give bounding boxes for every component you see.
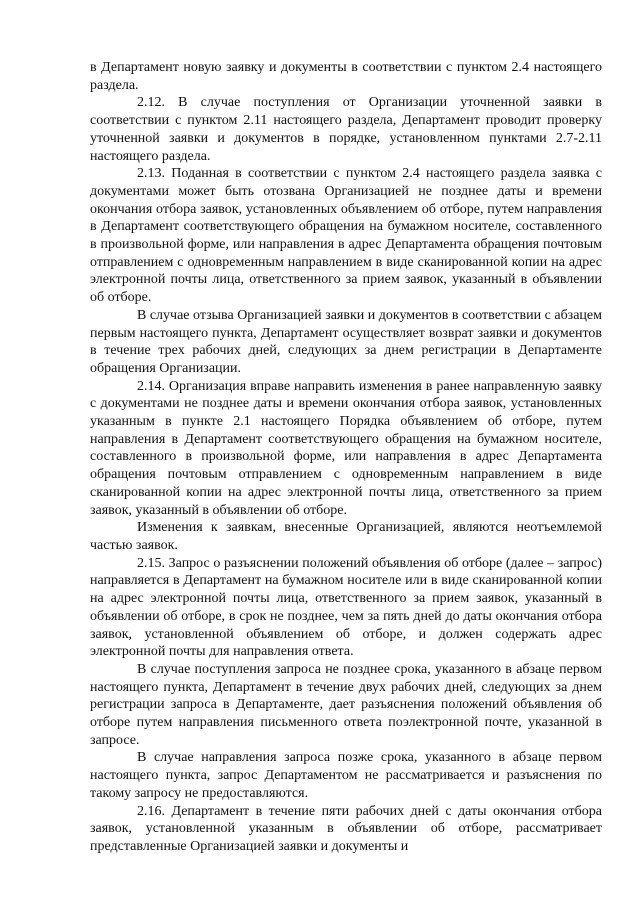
paragraph-2-13: 2.13. Поданная в соответствии с пунктом 2.4 настоящего раздела заявка с документами может быть отозвана Организацией не позднее даты и времени окончания отбора заявок, установленных объявлением об отборе, путем направления в Департамент соответствующего обращения на бумажном носителе, составленного в произвольной форме, или направления в адрес Департамента обращения почтовым отправлением с одновременным направлением в виде сканированной копии на адрес электронной почты лица, ответственного за прием заявок, указанный в объявлении об отборе. [90, 166, 602, 306]
paragraph-continuation: в Департамент новую заявку и документы в соответствии с пунктом 2.4 настоящего раздела. [90, 60, 602, 93]
paragraph-2-15-timely-request: В случае поступления запроса не позднее срока, указанного в абзаце первом настоящего пункта, Департамент в течение двух рабочих дней, следующих за днем регистрации запроса в Департаменте, дает разъяснения положений объявления об отборе путем направления письменного ответа поэлектронной почте, указанной в запросе. [90, 661, 602, 748]
paragraph-2-15-late-request: В случае направления запроса позже срока, указанного в абзаце первом настоящего пункта, запрос Департаментом не рассматривается и разъяснения по такому запросу не предоставляются. [90, 750, 602, 801]
paragraph-2-15: 2.15. Запрос о разъяснении положений объявления об отборе (далее – запрос) направляется в Департамент на бумажном носителе или в виде сканированной копии на адрес электронной почты лица, ответственного за прием заявок, указанный в объявлении об отборе, в срок не позднее, чем за пять дней до даты окончания отбора заявок, установленной объявлением об отборе, и должен содержать адрес электронной почты для направления ответа. [90, 555, 602, 660]
paragraph-2-12: 2.12. В случае поступления от Организации уточненной заявки в соответствии с пунктом 2.11 настоящего раздела, Департамент проводит проверку уточненной заявки и документов в порядке, установленном пунктами 2.7-2.11 настоящего раздела. [90, 95, 602, 164]
paragraph-2-13-withdrawal-return: В случае отзыва Организацией заявки и документов в соответствии с абзацем первым настоящего пункта, Департамент осуществляет возврат заявки и документов в течение трех рабочих дней, следующих за днем регистрации в Департаменте обращения Организации. [90, 307, 602, 376]
paragraph-2-14: 2.14. Организация вправе направить изменения в ранее направленную заявку с документами не позднее даты и времени окончания отбора заявок, установленных указанным в пункте 2.1 настоящего Порядка объявлением об отборе, путем направления в Департамент соответствующего обращения на бумажном носителе, составленного в произвольной форме, или направления в адрес Департамента обращения почтовым отправлением с одновременным направлением в виде сканированной копии на адрес электронной почты лица, ответственного за прием заявок, указанный в объявлении об отборе. [90, 378, 602, 518]
document-page [90, 59, 602, 856]
paragraph-2-16: 2.16. Департамент в течение пяти рабочих дней с даты окончания отбора заявок, установленной указанным в объявлении об отборе, рассматривает представленные Организацией заявки и документы и [90, 803, 602, 854]
paragraph-2-14-changes: Изменения к заявкам, внесенные Организацией, являются неотъемлемой частью заявок. [90, 520, 602, 553]
